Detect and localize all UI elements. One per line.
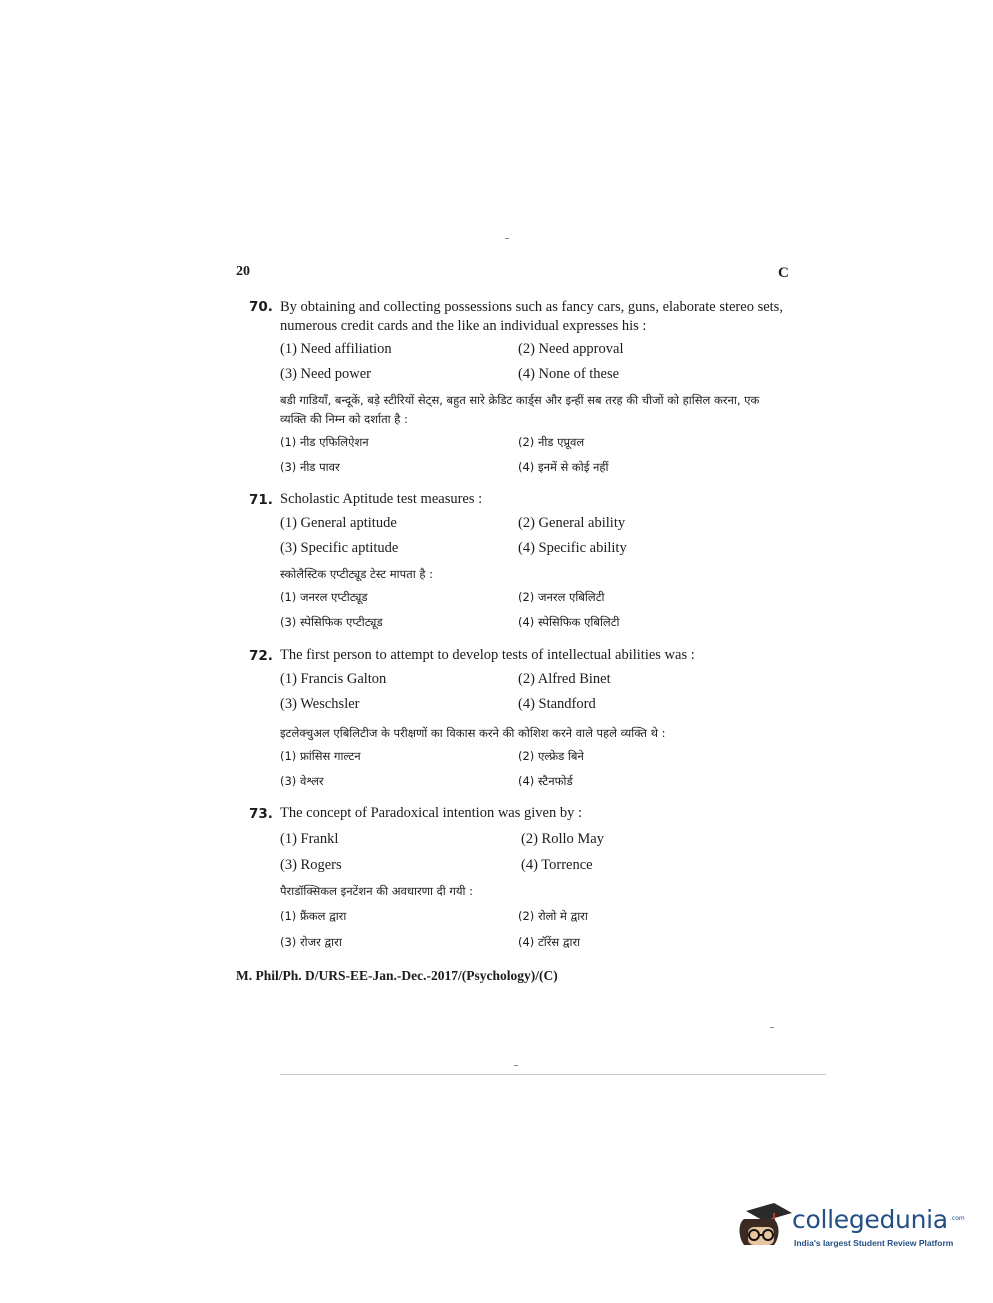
- option-2-hi: (2) रोलो मे द्वारा: [518, 909, 588, 923]
- option-4-en: (4) None of these: [518, 366, 620, 382]
- paper-code-footer: M. Phil/Ph. D/URS-EE-Jan.-Dec.-2017/(Psychology)/(C): [236, 968, 558, 983]
- option-3-hi: (3) नीड पावर: [280, 460, 340, 474]
- option-2-hi: (2) एल्फ्रेड बिने: [518, 749, 584, 763]
- divider: [280, 1074, 826, 1075]
- option-1-en: (1) Francis Galton: [280, 671, 387, 687]
- question-text-hi: बडी गाडियाँ, बन्दूकें, बड़े स्टीरियों सेट्स, बहुत सारे क्रेडिट कार्ड्स और इन्हीं सब तरह की चीजों को हासिल करना, एक व्यक्ति की निम्न को दर्शाता है :: [280, 393, 760, 426]
- question-text-en: The first person to attempt to develop tests of intellectual abilities was :: [280, 647, 695, 663]
- option-2-hi: (2) जनरल एबिलिटी: [518, 590, 605, 604]
- option-4-hi: (4) स्पेसिफिक एबिलिटी: [518, 615, 620, 629]
- option-1-hi: (1) जनरल एप्टीट्यूड: [280, 590, 368, 604]
- option-1-hi: (1) नीड एफिलिऐशन: [280, 435, 369, 449]
- option-3-hi: (3) स्पेसिफिक एप्टीट्यूड: [280, 615, 383, 629]
- scan-speck: [505, 238, 509, 239]
- option-4-en: (4) Standford: [518, 696, 596, 712]
- option-2-en: (2) Rollo May: [521, 831, 604, 847]
- question-number: 72.: [249, 648, 273, 664]
- question-number: 73.: [249, 806, 273, 822]
- logo-suffix: .com: [950, 1215, 965, 1222]
- set-code: C: [778, 265, 789, 281]
- option-2-en: (2) Alfred Binet: [518, 671, 611, 687]
- page-number: 20: [236, 264, 250, 279]
- scan-speck: [770, 1027, 774, 1028]
- logo-tagline: India's largest Student Review Platform: [794, 1238, 954, 1248]
- option-2-hi: (2) नीड एप्रूवल: [518, 435, 585, 449]
- option-3-en: (3) Weschsler: [280, 696, 360, 712]
- question-text-hi: इटलेक्चुअल एबिलिटीज के परीक्षणों का विकास करने की कोशिश करने वाले पहले व्यक्ति थे :: [280, 726, 666, 740]
- question-text-en: By obtaining and collecting possessions such as fancy cars, guns, elaborate stereo sets, numerous credit cards and the like an individual expresses his :: [280, 299, 783, 334]
- question-text-hi: पैराडॉक्सिकल इनटेंशन की अवधारणा दी गयी :: [280, 884, 474, 898]
- option-2-en: (2) Need approval: [518, 341, 624, 357]
- option-3-hi: (3) वेश्लर: [280, 774, 324, 788]
- option-4-en: (4) Specific ability: [518, 540, 627, 556]
- question-number: 70.: [249, 299, 273, 315]
- option-1-hi: (1) फ्रांसिस गाल्टन: [280, 749, 361, 763]
- option-2-en: (2) General ability: [518, 515, 626, 531]
- option-4-hi: (4) टॉरेंस द्वारा: [518, 935, 581, 949]
- option-3-en: (3) Rogers: [280, 857, 342, 873]
- option-4-hi: (4) स्टैनफोर्ड: [518, 774, 573, 788]
- mascot-icon: [734, 1197, 792, 1257]
- option-1-en: (1) General aptitude: [280, 515, 397, 531]
- option-1-hi: (1) फ्रैंकल द्वारा: [280, 909, 347, 923]
- collegedunia-logo: [734, 1197, 964, 1267]
- option-4-en: (4) Torrence: [521, 857, 593, 873]
- question-number: 71.: [249, 492, 273, 508]
- option-4-hi: (4) इनमें से कोई नहीं: [518, 460, 609, 474]
- question-text-en: Scholastic Aptitude test measures :: [280, 491, 483, 507]
- option-1-en: (1) Frankl: [280, 831, 339, 847]
- option-3-en: (3) Specific aptitude: [280, 540, 399, 556]
- option-3-en: (3) Need power: [280, 366, 371, 382]
- question-text-en: The concept of Paradoxical intention was given by :: [280, 805, 582, 821]
- option-1-en: (1) Need affiliation: [280, 341, 392, 357]
- option-3-hi: (3) रोजर द्वारा: [280, 935, 342, 949]
- question-text-hi: स्कोलैस्टिक एप्टीट्यूड टेस्ट मापता है :: [280, 567, 433, 581]
- scan-speck: [514, 1065, 518, 1066]
- logo-wordmark: collegedunia: [792, 1205, 948, 1234]
